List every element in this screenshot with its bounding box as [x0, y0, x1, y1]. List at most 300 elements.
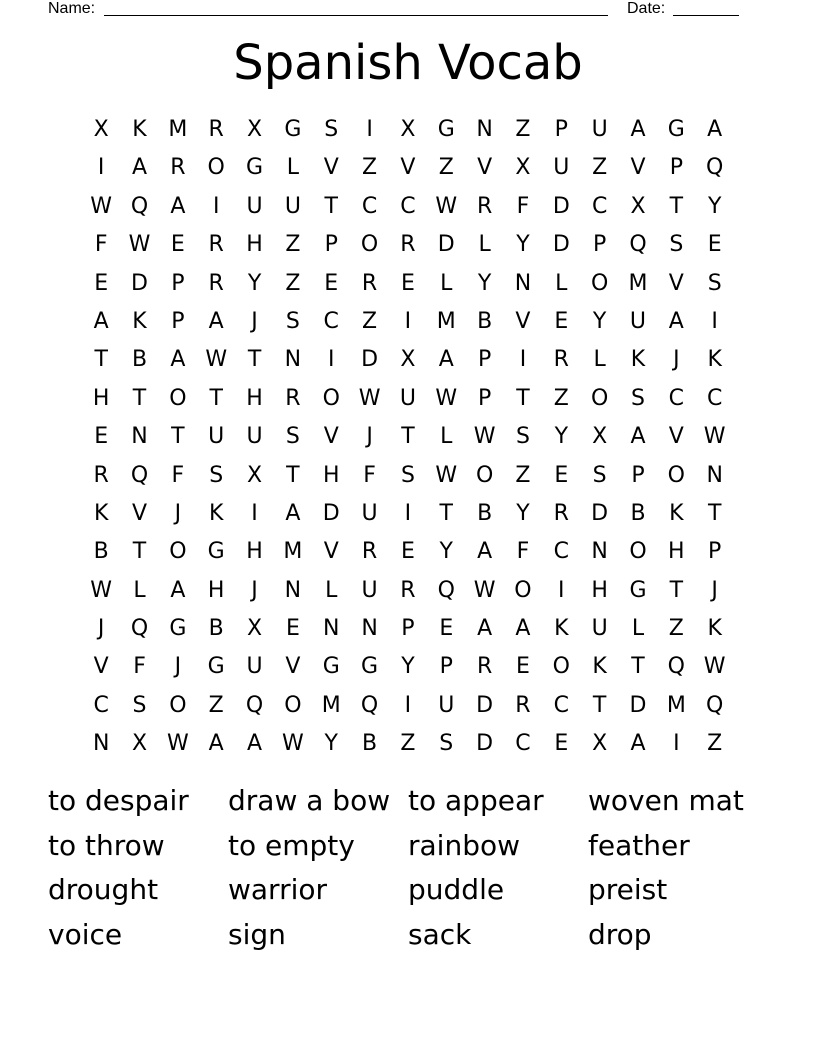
grid-letter: R — [361, 539, 378, 565]
grid-letter: F — [516, 193, 530, 219]
grid-letter: K — [208, 500, 224, 526]
grid-letter: P — [554, 117, 568, 142]
grid-letter: Q — [437, 577, 455, 603]
grid-letter: E — [707, 232, 722, 258]
grid-letter: Q — [629, 232, 647, 258]
grid-letter: X — [93, 117, 109, 142]
grid-letter: M — [168, 117, 188, 142]
grid-letter: L — [440, 424, 453, 450]
grid-letter: X — [515, 155, 531, 181]
grid-letter: E — [400, 539, 415, 565]
grid-row — [82, 380, 734, 418]
grid-letter: N — [591, 539, 608, 565]
grid-letter: B — [131, 347, 148, 373]
grid-letter: A — [208, 308, 224, 334]
grid-letter: F — [94, 232, 108, 258]
grid-letter: L — [631, 616, 645, 642]
grid-letter: V — [400, 155, 416, 181]
grid-letter: A — [707, 117, 723, 142]
grid-letter: W — [128, 232, 151, 258]
grid-letter: V — [630, 155, 646, 181]
grid-letter: T — [171, 424, 185, 450]
grid-row — [82, 687, 734, 725]
grid-letter: D — [437, 232, 455, 258]
grid-row — [82, 265, 734, 303]
grid-letter: C — [553, 692, 569, 718]
grid-letter: V — [93, 654, 109, 680]
grid-letter: D — [131, 270, 148, 296]
grid-letter: I — [327, 347, 335, 373]
grid-letter: W — [205, 347, 228, 373]
grid-letter: B — [477, 308, 493, 334]
grid-letter: Q — [706, 155, 724, 181]
grid-letter: J — [174, 654, 182, 680]
grid-letter: X — [400, 117, 416, 142]
grid-letter: X — [592, 731, 608, 757]
grid-letter: P — [669, 155, 683, 181]
grid-letter: Z — [285, 232, 301, 258]
grid-letter: T — [669, 577, 684, 603]
grid-letter: N — [284, 347, 302, 373]
grid-letter: U — [284, 193, 301, 219]
grid-letter: R — [208, 270, 224, 296]
grid-letter: C — [515, 731, 531, 757]
grid-letter: L — [286, 155, 300, 181]
word-bank-item: preist — [588, 873, 668, 907]
grid-letter: I — [97, 155, 105, 181]
grid-letter: O — [475, 462, 494, 488]
grid-letter: T — [209, 385, 223, 411]
grid-letter: T — [132, 385, 147, 411]
grid-letter: C — [93, 692, 109, 718]
grid-letter: Z — [362, 308, 378, 334]
word-bank-item: draw a bow — [228, 784, 391, 817]
grid-letter: S — [592, 462, 607, 488]
grid-row — [82, 303, 734, 341]
grid-letter: P — [324, 232, 338, 258]
grid-letter: A — [477, 616, 493, 642]
grid-letter: A — [93, 308, 109, 334]
word-bank-item: puddle — [408, 873, 505, 907]
grid-letter: P — [171, 308, 185, 334]
grid-letter: Q — [245, 692, 264, 718]
grid-letter: O — [667, 462, 685, 488]
word-bank-item: voice — [48, 918, 123, 952]
grid-letter: R — [400, 232, 416, 258]
word-bank-item: drop — [588, 918, 652, 952]
grid-letter: J — [251, 577, 258, 603]
grid-letter: V — [323, 424, 339, 450]
grid-letter: P — [631, 462, 645, 488]
grid-letter: D — [322, 500, 340, 526]
grid-letter: H — [246, 539, 263, 565]
grid-letter: T — [401, 424, 415, 450]
grid-letter: K — [132, 117, 147, 142]
grid-letter: H — [246, 232, 263, 258]
grid-letter: I — [558, 577, 565, 603]
grid-letter: S — [515, 424, 530, 450]
grid-letter: T — [94, 347, 108, 373]
grid-letter: O — [360, 232, 379, 258]
grid-letter: S — [631, 385, 645, 411]
grid-letter: O — [169, 692, 187, 718]
grid-letter: R — [208, 232, 224, 258]
grid-row — [82, 111, 734, 149]
grid-letter: B — [630, 500, 646, 526]
grid-letter: I — [404, 500, 412, 526]
grid-letter: E — [439, 616, 454, 642]
grid-letter: P — [708, 539, 722, 565]
grid-letter: R — [553, 500, 569, 526]
grid-letter: M — [283, 539, 303, 565]
grid-letter: O — [169, 539, 187, 565]
grid-letter: I — [519, 347, 527, 373]
grid-letter: V — [323, 539, 339, 565]
grid-letter: A — [285, 500, 301, 526]
grid-letter: G — [629, 577, 647, 603]
grid-letter: X — [630, 193, 646, 219]
grid-letter: O — [590, 385, 609, 411]
grid-letter: Q — [130, 616, 149, 642]
grid-letter: K — [554, 616, 569, 642]
grid-letter: G — [207, 654, 225, 680]
grid-row — [82, 495, 734, 533]
grid-letter: V — [131, 500, 148, 526]
grid-letter: W — [166, 731, 189, 757]
grid-letter: T — [592, 692, 607, 718]
grid-row — [82, 418, 734, 456]
grid-letter: A — [515, 616, 531, 642]
grid-letter: H — [207, 577, 225, 603]
grid-letter: D — [476, 692, 494, 718]
grid-letter: L — [593, 347, 606, 373]
word-bank-item: to appear — [408, 784, 544, 817]
grid-letter: O — [590, 270, 609, 296]
grid-letter: R — [285, 385, 301, 411]
grid-letter: Y — [592, 308, 607, 334]
grid-letter: J — [174, 500, 182, 526]
grid-letter: W — [90, 193, 113, 219]
grid-letter: W — [435, 193, 458, 219]
grid-letter: G — [437, 117, 455, 142]
grid-letter: Y — [439, 539, 453, 565]
grid-row — [82, 610, 734, 648]
grid-letter: J — [251, 308, 258, 334]
grid-letter: A — [630, 117, 646, 142]
grid-letter: X — [131, 731, 148, 757]
grid-letter: K — [592, 654, 607, 680]
grid-letter: J — [366, 424, 373, 450]
word-bank-item: warrior — [228, 873, 328, 907]
grid-letter: A — [170, 347, 186, 373]
grid-letter: H — [668, 539, 685, 565]
grid-letter: O — [514, 577, 532, 603]
grid-letter: R — [208, 117, 224, 142]
grid-letter: D — [361, 347, 379, 373]
grid-letter: Y — [516, 500, 530, 526]
grid-letter: Q — [130, 193, 149, 219]
grid-letter: F — [171, 462, 185, 488]
grid-letter: T — [439, 500, 453, 526]
grid-letter: W — [703, 424, 726, 450]
grid-letter: A — [477, 539, 493, 565]
grid-letter: I — [404, 692, 412, 718]
grid-letter: C — [553, 539, 569, 565]
grid-letter: F — [133, 654, 146, 680]
grid-letter: H — [322, 462, 340, 488]
grid-letter: O — [207, 155, 225, 181]
grid-letter: S — [669, 232, 684, 258]
word-bank-item: woven mat — [588, 784, 744, 817]
grid-letter: B — [208, 616, 224, 642]
grid-letter: U — [399, 385, 416, 411]
date-label: Date: — [627, 0, 666, 17]
grid-letter: E — [285, 616, 300, 642]
grid-letter: U — [553, 155, 570, 181]
grid-letter: K — [93, 500, 109, 526]
grid-letter: S — [707, 270, 722, 296]
grid-row — [82, 533, 734, 571]
grid-letter: B — [362, 731, 378, 757]
grid-letter: N — [131, 424, 148, 450]
grid-letter: X — [400, 347, 416, 373]
grid-letter: G — [361, 654, 379, 680]
grid-letter: H — [246, 385, 263, 411]
grid-letter: R — [93, 462, 109, 488]
grid-letter: Q — [130, 462, 149, 488]
grid-letter: N — [323, 616, 340, 642]
letter-grid — [82, 111, 734, 764]
grid-letter: W — [90, 577, 113, 603]
grid-letter: A — [630, 731, 646, 757]
grid-letter: E — [516, 654, 530, 680]
grid-letter: Y — [401, 654, 415, 680]
grid-letter: A — [438, 347, 454, 373]
grid-letter: G — [322, 654, 340, 680]
grid-letter: G — [667, 117, 685, 142]
grid-letter: E — [324, 270, 339, 296]
grid-letter: P — [439, 654, 453, 680]
grid-letter: U — [629, 308, 647, 334]
grid-letter: I — [711, 308, 718, 334]
worksheet-header — [48, 0, 748, 20]
grid-letter: Z — [592, 155, 608, 181]
grid-letter: G — [246, 155, 264, 181]
grid-letter: P — [477, 347, 492, 373]
grid-letter: S — [439, 731, 454, 757]
grid-letter: Y — [477, 270, 492, 296]
grid-letter: V — [515, 308, 531, 334]
grid-letter: P — [401, 616, 415, 642]
grid-letter: D — [629, 692, 647, 718]
grid-letter: E — [94, 424, 109, 450]
grid-letter: E — [400, 270, 415, 296]
grid-letter: S — [209, 462, 224, 488]
grid-row — [82, 149, 734, 187]
grid-letter: Y — [707, 193, 722, 219]
grid-letter: T — [631, 654, 645, 680]
grid-letter: P — [171, 270, 185, 296]
grid-letter: X — [247, 462, 263, 488]
grid-letter: O — [284, 692, 302, 718]
grid-letter: L — [133, 577, 146, 603]
grid-letter: Z — [208, 692, 224, 718]
grid-letter: Q — [360, 692, 379, 718]
grid-letter: C — [591, 193, 608, 219]
grid-letter: D — [476, 731, 494, 757]
grid-letter: M — [436, 308, 456, 334]
grid-letter: S — [132, 692, 147, 718]
grid-letter: R — [170, 155, 186, 181]
grid-letter: K — [707, 347, 722, 373]
grid-letter: C — [361, 193, 378, 219]
grid-letter: X — [592, 424, 608, 450]
grid-letter: E — [170, 232, 185, 258]
grid-letter: S — [324, 117, 339, 142]
grid-letter: V — [668, 270, 684, 296]
grid-letter: A — [630, 424, 646, 450]
grid-letter: Z — [438, 155, 454, 181]
grid-letter: I — [251, 500, 258, 526]
grid-letter: Z — [515, 462, 531, 488]
grid-row — [82, 572, 734, 610]
grid-letter: C — [668, 385, 685, 411]
grid-letter: J — [673, 347, 680, 373]
grid-letter: U — [246, 654, 263, 680]
date-blank-line — [673, 0, 739, 16]
grid-letter: Z — [553, 385, 569, 411]
grid-letter: U — [361, 500, 378, 526]
grid-letter: W — [473, 424, 496, 450]
grid-letter: M — [628, 270, 648, 296]
grid-letter: H — [92, 385, 110, 411]
grid-letter: Y — [324, 731, 338, 757]
grid-letter: B — [477, 500, 493, 526]
grid-letter: U — [591, 616, 608, 642]
grid-letter: H — [591, 577, 608, 603]
grid-letter: L — [555, 270, 568, 296]
grid-letter: R — [400, 577, 416, 603]
grid-letter: U — [246, 424, 263, 450]
grid-letter: Y — [247, 270, 262, 296]
grid-letter: V — [477, 155, 493, 181]
grid-letter: P — [477, 385, 492, 411]
grid-letter: O — [169, 385, 187, 411]
grid-letter: S — [285, 308, 300, 334]
grid-letter: S — [285, 424, 300, 450]
grid-letter: J — [711, 577, 718, 603]
grid-row — [82, 188, 734, 226]
grid-letter: U — [208, 424, 225, 450]
grid-letter: Z — [400, 731, 416, 757]
grid-letter: Z — [707, 731, 723, 757]
grid-letter: R — [515, 692, 531, 718]
grid-letter: R — [476, 193, 493, 219]
grid-letter: T — [132, 539, 147, 565]
grid-letter: I — [673, 731, 680, 757]
grid-letter: K — [132, 308, 147, 334]
grid-row — [82, 226, 734, 264]
word-bank-item: sign — [228, 918, 286, 952]
grid-letter: K — [630, 347, 646, 373]
word-bank-item: rainbow — [408, 828, 520, 862]
grid-letter: G — [169, 616, 187, 642]
grid-letter: R — [476, 654, 493, 680]
grid-letter: F — [516, 539, 530, 565]
grid-letter: X — [247, 117, 263, 142]
grid-row — [82, 725, 734, 763]
grid-letter: I — [404, 308, 412, 334]
grid-letter: T — [516, 385, 530, 411]
grid-letter: C — [706, 385, 723, 411]
grid-letter: W — [282, 731, 304, 757]
grid-letter: O — [629, 539, 647, 565]
grid-letter: A — [208, 731, 224, 757]
grid-letter: N — [476, 117, 493, 142]
grid-letter: E — [554, 731, 569, 757]
grid-letter: Z — [362, 155, 378, 181]
grid-letter: S — [400, 462, 415, 488]
grid-letter: A — [170, 193, 186, 219]
grid-letter: W — [435, 385, 458, 411]
grid-letter: I — [366, 117, 373, 142]
word-bank-item: drought — [48, 873, 159, 907]
grid-letter: O — [552, 654, 570, 680]
grid-letter: E — [554, 308, 569, 334]
grid-letter: L — [478, 232, 491, 258]
grid-letter: F — [363, 462, 376, 488]
name-blank-line — [104, 0, 608, 16]
grid-letter: T — [247, 347, 262, 373]
grid-letter: W — [703, 654, 726, 680]
grid-letter: D — [552, 193, 570, 219]
grid-letter: D — [591, 500, 609, 526]
word-bank-item: sack — [408, 918, 472, 952]
grid-letter: R — [553, 347, 569, 373]
grid-letter: B — [93, 539, 109, 565]
grid-row — [82, 648, 734, 686]
grid-letter: G — [284, 117, 302, 142]
grid-letter: V — [323, 155, 339, 181]
word-bank — [48, 781, 768, 960]
grid-letter: U — [591, 117, 608, 142]
grid-letter: E — [554, 462, 569, 488]
grid-letter: C — [400, 193, 416, 219]
grid-letter: W — [358, 385, 381, 411]
grid-letter: Z — [285, 270, 301, 296]
grid-letter: N — [92, 731, 110, 757]
grid-letter: V — [285, 654, 301, 680]
grid-letter: A — [170, 577, 186, 603]
grid-letter: M — [321, 692, 341, 718]
grid-letter: Z — [515, 117, 531, 142]
grid-letter: J — [97, 616, 105, 642]
grid-letter: O — [322, 385, 340, 411]
grid-row — [82, 341, 734, 379]
grid-letter: U — [438, 692, 455, 718]
grid-letter: A — [131, 155, 148, 181]
grid-letter: Q — [706, 692, 724, 718]
grid-letter: V — [668, 424, 684, 450]
grid-letter: G — [207, 539, 225, 565]
word-bank-item: feather — [588, 828, 690, 862]
grid-row — [82, 457, 734, 495]
grid-letter: D — [552, 232, 570, 258]
grid-letter: T — [324, 193, 338, 219]
grid-letter: U — [361, 577, 378, 603]
word-bank-item: to despair — [48, 784, 189, 817]
word-bank-item: to throw — [48, 828, 165, 862]
